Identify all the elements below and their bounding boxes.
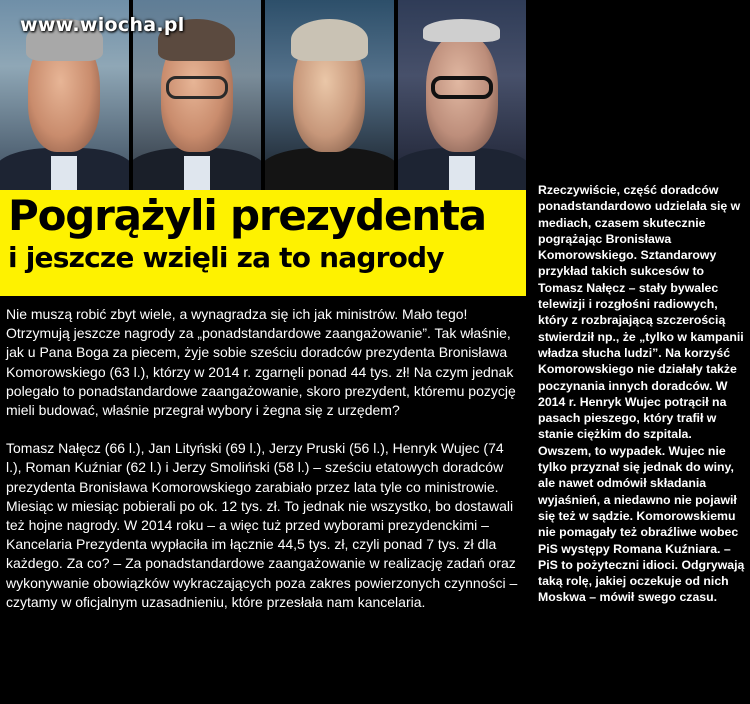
headline-bar [0,190,526,296]
site-watermark: www.wiocha.pl [20,14,185,36]
article-paragraph-2: Tomasz Nałęcz (66 l.), Jan Lityński (69 l.), Jerzy Pruski (56 l.), Henryk Wujec (74 l.), Roman Kuźniar (62 l.) i Jerzy Smoliński (58 l.) – sześciu etatowych doradców prezydenta Bronisława Komorowskiego zarabiało przez lata tyle co ministrowie. Miesiąc w miesiąc pobierali po ok. 12 tys. zł. To jednak nie wszystko, bo dostawali też hojne nagrody. W 2014 roku – a więc tuż przed wyborami prezydenckimi – Kancelaria Prezydenta wypłaciła im łącznie 44,5 tys. zł, czyli ponad 7 tys. zł dla każdego. Za co? – Za ponadstandardowe zaangażowanie w realizację zadań oraz wykonywanie obowiązków wykraczających poza zakres powierzonych czynności – czytamy w oficjalnym uzasadnieniu, które przesłała nam kancelaria. [6,440,518,610]
article-paragraph-1: Nie muszą robić zbyt wiele, a wynagradza się ich jak ministrów. Mało tego! Otrzymują jeszcze nagrody za „ponadstandardowe zaangażowanie”. Tak właśnie, jak u Pana Boga za piecem, żyje sobie sześciu doradców prezydenta Bronisława Komorowskiego (63 l.), którzy w 2014 r. zgarnęli ponad 44 tys. zł! Na czym jednak polegało to ponadstandardowe zaangażowanie, skoro prezydent, któremu pozycję mieli budować, właśnie przegrał wybory i żegna się z urzędem? [6,306,516,419]
portrait-photo-4 [398,0,527,190]
article-body [6,305,522,631]
sidebar-column-text: Rzeczywiście, część doradców ponadstandardowo udzielała się w mediach, czasem skutecznie pogrążając Bronisława Komorowskiego. Sztandarowy przykład takich sukcesów to Tomasz Nałęcz – stały bywalec telewizji i rozgłośni radiowych, który z rozbrajającą szczerością stwierdził np., że „tylko w kampanii władza słucha ludzi”. Na korzyść Komorowskiego nie działały także poczynania innych doradców. W 2014 r. Henryk Wujec potrącił na pasach pieszego, który trafił w stanie ciężkim do szpitala. Owszem, to wypadek. Wujec nie tylko przyznał się jednak do winy, ale nawet odmówił składania wyjaśnień, a niedawno nie pojawił się też w sądzie. Komorowskiemu nie pomagały też obraźliwe wobec PiS występy Romana Kuźniara. – PiS to pożyteczni idioci. Odgrywają taką rolę, jakiej oczekuje od nich Moskwa – mówił swego czasu. [538,183,745,605]
portrait-strip [0,0,526,190]
headline-title: Pogrążyli prezydenta [8,191,486,240]
headline-subtitle: i jeszcze wzięli za to nagrody [8,241,444,274]
portrait-photo-3 [265,0,394,190]
